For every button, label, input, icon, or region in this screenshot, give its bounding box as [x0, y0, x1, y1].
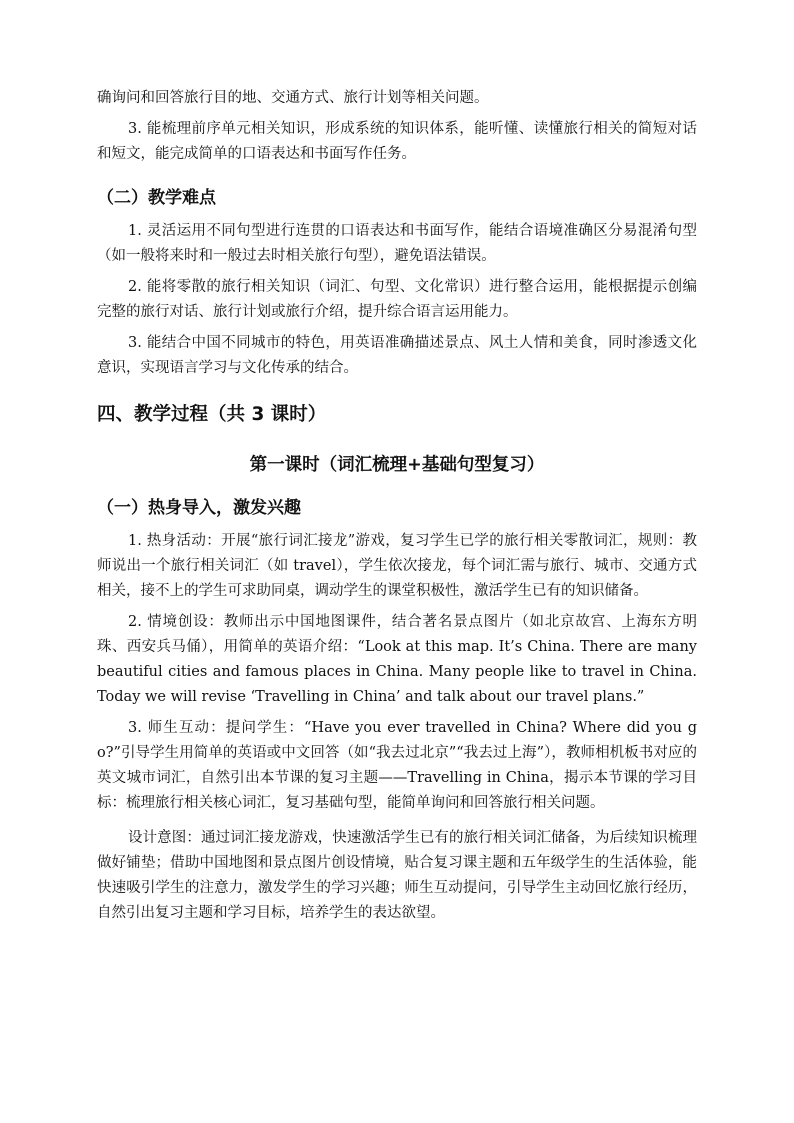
paragraph-design-intent: 设计意图：通过词汇接龙游戏，快速激活学生已有的旅行相关词汇储备，为后续知识梳理做好铺垫；借助中国地图和景点图片创设情境，贴合复习课主题和五年级学生的生活体验，能快速吸引学生的注意力，激发学生的学习兴趣；师生互动提问，引导学生主动回忆旅行经历，自然引出复习主题和学习目标，培养学生的表达欲望。 [97, 830, 697, 921]
paragraph-goal-3: 3. 能梳理前序单元相关知识，形成系统的知识体系，能听懂、读懂旅行相关的简短对话和短文，能完成简单的口语表达和书面写作任务。 [97, 121, 697, 162]
section-heading-difficulties: （二）教学难点 [97, 188, 216, 208]
section-heading-process: 四、教学过程（共 3 课时） [97, 404, 327, 425]
paragraph-warmup-1: 1. 热身活动：开展“旅行词汇接龙”游戏，复习学生已学的旅行相关零散词汇，规则：教师说出一个旅行相关词汇（如 travel），学生依次接龙，每个词汇需与旅行、城市、交通方式相关，接不上的学生可求助同桌，调动学生的课堂积极性，激活学生已有的知识储备。 [97, 533, 697, 599]
lesson-title: 第一课时（词汇梳理+基础句型复习） [249, 455, 545, 475]
paragraph-intro-tail: 确询问和回答旅行目的地、交通方式、旅行计划等相关问题。 [97, 90, 489, 106]
section-heading-warmup: （一）热身导入，激发兴趣 [97, 498, 301, 518]
paragraph-difficulty-2: 2. 能将零散的旅行相关知识（词汇、句型、文化常识）进行整合运用，能根据提示创编完整的旅行对话、旅行计划或旅行介绍，提升综合语言运用能力。 [97, 279, 697, 320]
paragraph-difficulty-3: 3. 能结合中国不同城市的特色，用英语准确描述景点、风土人情和美食，同时渗透文化意识，实现语言学习与文化传承的结合。 [97, 335, 697, 376]
paragraph-difficulty-1: 1. 灵活运用不同句型进行连贯的口语表达和书面写作，能结合语境准确区分易混淆句型（如一般将来时和一般过去时相关旅行句型），避免语法错误。 [97, 223, 697, 264]
paragraph-warmup-3: 3. 师生互动：提问学生：“Have you ever travelled in China? Where did you go?”引导学生用简单的英语或中文回答（如“我去过北京”“我去过上海”），教师相机板书对应的英文城市词汇，自然引出本节课的复习主题——Travelling in China，揭示本节课的学习目标：梳理旅行相关核心词汇，复习基础句型，能简单询问和回答旅行相关问题。 [97, 720, 697, 811]
paragraph-warmup-2: 2. 情境创设：教师出示中国地图课件，结合著名景点图片（如北京故宫、上海东方明珠、西安兵马俑），用简单的英语介绍：“Look at this map. It’s China. There are many beautiful cities and famous places in China. Many people like to travel in China. Today we will revise ‘Travelling in China’ and talk about our travel plans.” [97, 614, 697, 705]
